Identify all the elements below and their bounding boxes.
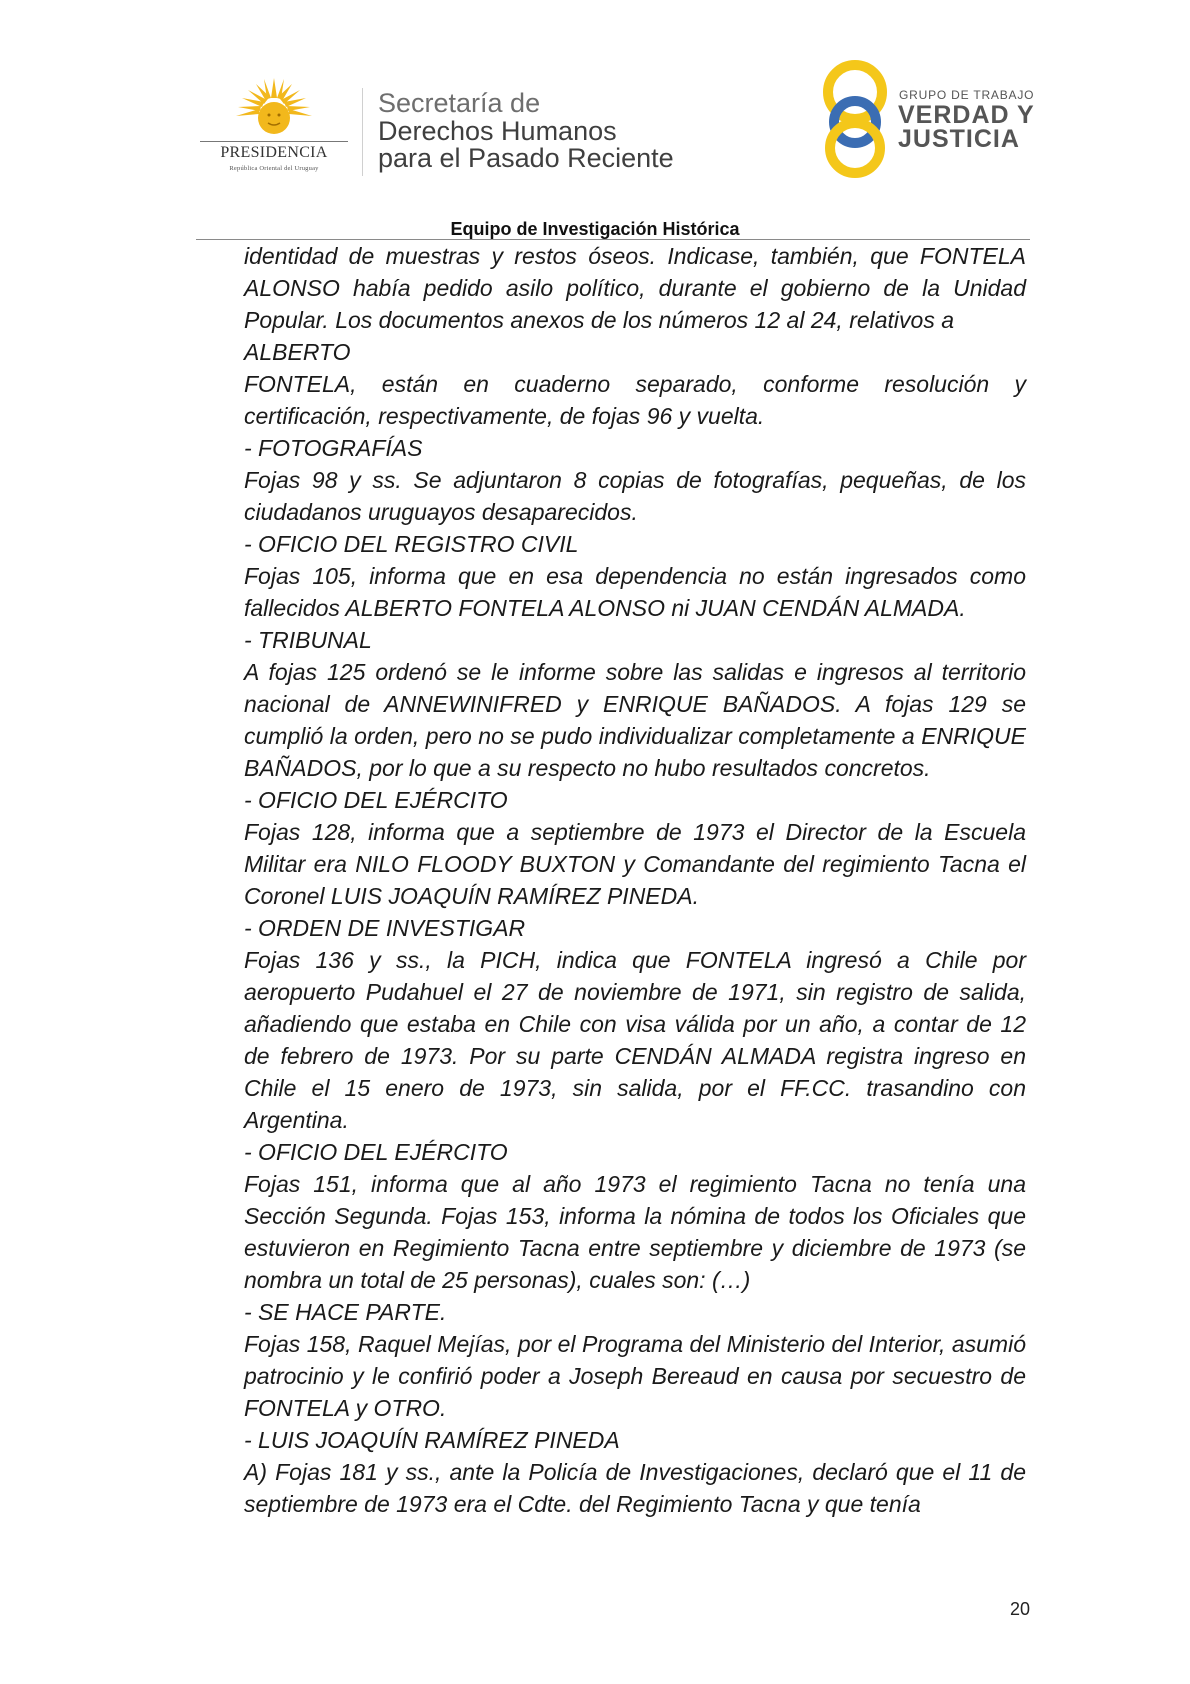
paragraph: ALBERTO <box>244 339 351 365</box>
paragraph: A) Fojas 181 y ss., ante la Policía de Investigaciones, declaró que el 11 de septiembre de 1973 era el Cdte. del Regimiento Tacna y que tenía <box>244 1459 1026 1517</box>
justicia-label: JUSTICIA <box>898 125 1020 153</box>
presidencia-rule <box>200 141 348 142</box>
paragraph: Fojas 136 y ss., la PICH, indica que FONTELA ingresó a Chile por aeropuerto Pudahuel el 27 de noviembre de 1971, sin registro de salida, añadiendo que estaba en Chile con visa válida por un año, a contar de 12 de febrero de 1973. Por su parte CENDÁN ALMADA registra ingreso en Chile el 15 enero de 1973, sin salida, por el FF.CC. trasandino con Argentina. <box>244 947 1026 1133</box>
section-title: Equipo de Investigación Histórica <box>450 219 740 239</box>
paragraph: Fojas 105, informa que en esa dependencia no están ingresados como fallecidos ALBERTO FONTELA ALONSO ni JUAN CENDÁN ALMADA. <box>244 563 1026 621</box>
grupo-trabajo-label: GRUPO DE TRABAJO <box>899 88 1035 102</box>
paragraph: FONTELA, están en cuaderno separado, conforme resolución y certificación, respectivamente, de fojas 96 y vuelta. <box>244 371 1026 429</box>
secretaria-logo-text <box>378 88 674 172</box>
section-heading: - OFICIO DEL EJÉRCITO <box>244 1139 508 1165</box>
paragraph: A fojas 125 ordenó se le informe sobre las salidas e ingresos al territorio nacional de ANNEWINIFRED y ENRIQUE BAÑADOS. A fojas 129 se cumplió la orden, pero no se pudo individualizar completamente a ENRIQUE BAÑADOS, por lo que a su respecto no hubo resultados concretos. <box>244 659 1026 781</box>
document-body <box>244 240 1026 1520</box>
verdad-label: VERDAD Y <box>898 101 1035 129</box>
paragraph: identidad de muestras y restos óseos. Indicase, también, que FONTELA ALONSO había pedido asilo político, durante el gobierno de la Unidad Popular. Los documentos anexos de los números 12 al 24, relativos a <box>244 243 1026 333</box>
presidencia-subtitle: República Oriental del Uruguay <box>229 165 319 172</box>
sun-icon <box>234 76 314 140</box>
presidencia-logo <box>196 76 352 176</box>
verdad-justicia-logo <box>822 56 1035 182</box>
section-heading: - ORDEN DE INVESTIGAR <box>244 915 526 941</box>
section-heading: - FOTOGRAFÍAS <box>244 435 423 461</box>
section-heading: - OFICIO DEL EJÉRCITO <box>244 787 508 813</box>
presidencia-name: PRESIDENCIA <box>220 144 328 161</box>
section-heading: - SE HACE PARTE. <box>244 1299 447 1325</box>
paragraph: Fojas 158, Raquel Mejías, por el Programa del Ministerio del Interior, asumió patrocinio y le confirió poder a Joseph Bereaud en causa por secuestro de FONTELA y OTRO. <box>244 1331 1026 1421</box>
logo-divider <box>362 88 363 176</box>
secretaria-line-3: para el Pasado Reciente <box>378 143 674 173</box>
paragraph: Fojas 151, informa que al año 1973 el regimiento Tacna no tenía una Sección Segunda. Fojas 153, informa la nómina de todos los Oficiales que estuvieron en Regimiento Tacna entre septiembre y diciembre de 1973 (se nombra un total de 25 personas), cuales son: (…) <box>244 1171 1026 1293</box>
paragraph: Fojas 98 y ss. Se adjuntaron 8 copias de fotografías, pequeñas, de los ciudadanos uruguayos desaparecidos. <box>244 467 1026 525</box>
page-header <box>0 0 1190 240</box>
section-heading: - OFICIO DEL REGISTRO CIVIL <box>244 531 579 557</box>
section-heading: - LUIS JOAQUÍN RAMÍREZ PINEDA <box>244 1427 620 1453</box>
page-number: 20 <box>1009 1599 1030 1619</box>
secretaria-line-2: Derechos Humanos <box>378 116 617 146</box>
paragraph: Fojas 128, informa que a septiembre de 1973 el Director de la Escuela Militar era NILO FLOODY BUXTON y Comandante del regimiento Tacna el Coronel LUIS JOAQUÍN RAMÍREZ PINEDA. <box>244 819 1026 909</box>
interlinked-rings-icon <box>822 56 892 182</box>
section-heading: - TRIBUNAL <box>244 627 372 653</box>
secretaria-line-1: Secretaría de <box>378 88 541 118</box>
